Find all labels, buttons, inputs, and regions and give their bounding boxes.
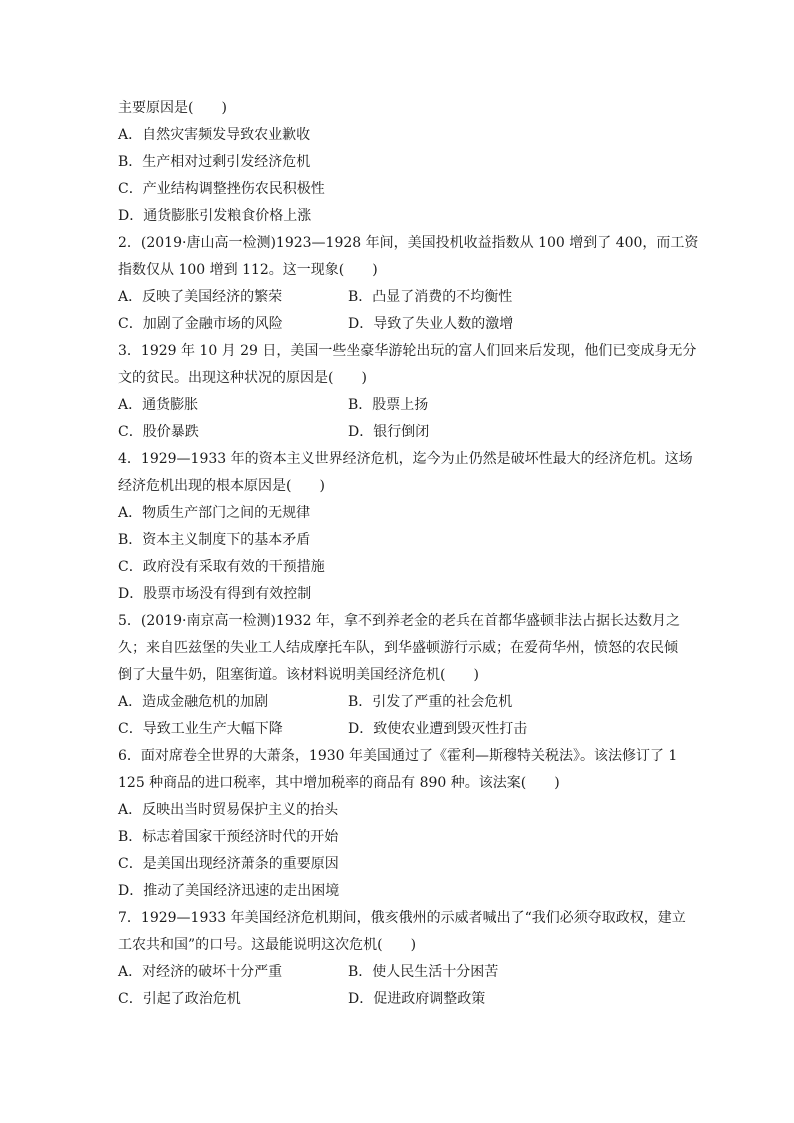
q3-option-d: D．银行倒闭 xyxy=(348,424,430,440)
q3-option-b: B．股票上扬 xyxy=(348,397,429,413)
q1-option-c: C．产业结构调整挫伤农民积极性 xyxy=(118,181,325,197)
q6-option-d: D．推动了美国经济迅速的走出困境 xyxy=(118,883,340,899)
q1-option-b: B．生产相对过剩引发经济危机 xyxy=(118,154,311,170)
q3-option-a: A．通货膨胀 xyxy=(118,397,199,413)
q2-option-d: D．导致了失业人数的激增 xyxy=(348,316,514,332)
q6-stem-line-2: 125 种商品的进口税率，其中增加税率的商品有 890 种。该法案( ) xyxy=(118,775,560,791)
q5-stem-line-2: 久；来自匹兹堡的失业工人结成摩托车队，到华盛顿游行示威；在爱荷华州，愤怒的农民倾 xyxy=(118,640,678,656)
q5-option-b: B．引发了严重的社会危机 xyxy=(348,694,513,710)
q2-options-row-2 xyxy=(118,311,684,338)
q7-option-c: C．引起了政治危机 xyxy=(118,991,241,1007)
q6-stem-line-1: 6．面对席卷全世界的大萧条，1930 年美国通过了《霍利—斯穆特关税法》。该法修订了 1 xyxy=(118,748,678,764)
q4-option-c: C．政府没有采取有效的干预措施 xyxy=(118,559,325,575)
q1-stem-tail: 主要原因是( ) xyxy=(118,100,227,116)
q7-options-row-1 xyxy=(118,959,684,986)
q1-option-d: D．通货膨胀引发粮食价格上涨 xyxy=(118,208,312,224)
q5-option-c: C．导致工业生产大幅下降 xyxy=(118,721,283,737)
q4-stem-line-1: 4．1929—1933 年的资本主义世界经济危机，迄今为止仍然是破坏性最大的经济危机。这场 xyxy=(118,451,693,467)
q6-option-b: B．标志着国家干预经济时代的开始 xyxy=(118,829,339,845)
q7-options-row-2 xyxy=(118,986,684,1013)
q6-option-c: C．是美国出现经济萧条的重要原因 xyxy=(118,856,339,872)
q7-option-b: B．使人民生活十分困苦 xyxy=(348,964,499,980)
q3-option-c: C．股价暴跌 xyxy=(118,424,199,440)
q7-option-d: D．促进政府调整政策 xyxy=(348,991,486,1007)
q7-stem-line-2: 工农共和国”的口号。这最能说明这次危机( ) xyxy=(118,937,417,953)
question-list xyxy=(118,95,699,1013)
q5-stem-line-3: 倒了大量牛奶，阻塞街道。该材料说明美国经济危机( ) xyxy=(118,667,479,683)
q2-option-c: C．加剧了金融市场的风险 xyxy=(118,316,283,332)
q5-option-d: D．致使农业遭到毁灭性打击 xyxy=(348,721,528,737)
q4-stem-line-2: 经济危机出现的根本原因是( ) xyxy=(118,478,325,494)
q3-stem-line-2: 文的贫民。出现这种状况的原因是( ) xyxy=(118,370,367,386)
q3-options-row-2 xyxy=(118,419,684,446)
q6-option-a: A．反映出当时贸易保护主义的抬头 xyxy=(118,802,339,818)
q2-stem-line-2: 指数仅从 100 增到 112。这一现象( ) xyxy=(118,262,378,278)
q2-stem-line-1: 2．(2019·唐山高一检测)1923—1928 年间，美国投机收益指数从 100 增到了 400，而工资 xyxy=(118,235,699,251)
q3-options-row-1 xyxy=(118,392,684,419)
q3-stem-line-1: 3．1929 年 10 月 29 日，美国一些坐豪华游轮出玩的富人们回来后发现，他们已变成身无分 xyxy=(118,343,697,359)
q4-option-d: D．股票市场没有得到有效控制 xyxy=(118,586,312,602)
q5-options-row-2 xyxy=(118,716,684,743)
q5-stem-line-1: 5．(2019·南京高一检测)1932 年，拿不到养老金的老兵在首都华盛顿非法占据长达数月之 xyxy=(118,613,680,629)
q7-option-a: A．对经济的破坏十分严重 xyxy=(118,964,283,980)
q5-option-a: A．造成金融危机的加剧 xyxy=(118,694,269,710)
q4-option-a: A．物质生产部门之间的无规律 xyxy=(118,505,311,521)
q2-option-a: A．反映了美国经济的繁荣 xyxy=(118,289,283,305)
q2-option-b: B．凸显了消费的不均衡性 xyxy=(348,289,513,305)
q5-options-row-1 xyxy=(118,689,684,716)
q4-option-b: B．资本主义制度下的基本矛盾 xyxy=(118,532,311,548)
q7-stem-line-1: 7．1929—1933 年美国经济危机期间，俄亥俄州的示威者喊出了“我们必须夺取政权，建立 xyxy=(118,910,686,926)
q2-options-row-1 xyxy=(118,284,684,311)
q1-option-a: A．自然灾害频发导致农业歉收 xyxy=(118,127,311,143)
